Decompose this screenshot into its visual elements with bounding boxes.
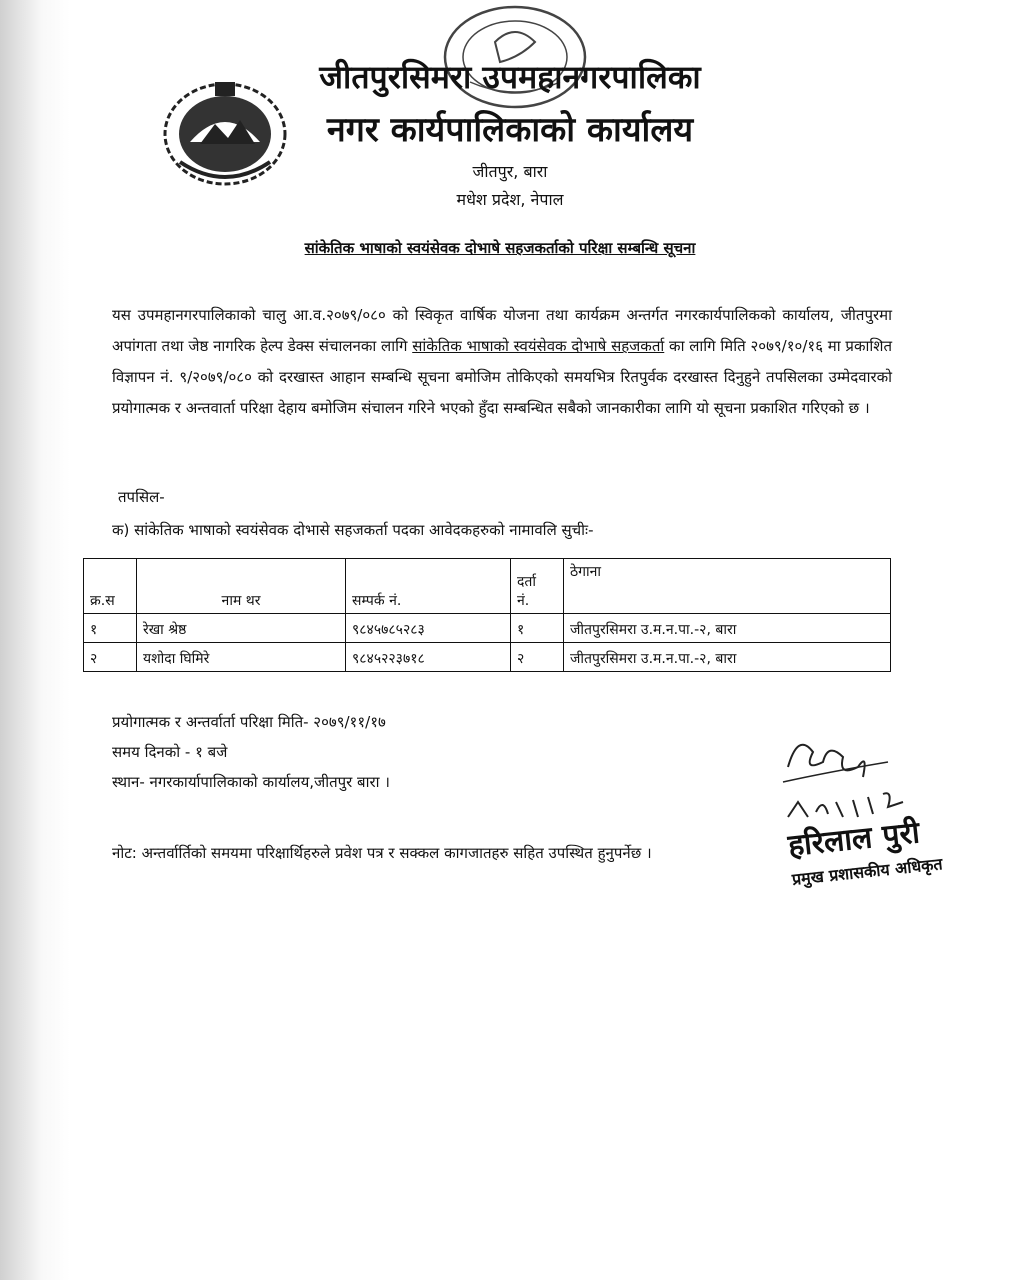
header-reg-line2: नं. (517, 593, 530, 609)
exam-time: समय दिनको - १ बजे (112, 743, 228, 761)
row-name: यशोदा घिमिरे (137, 643, 346, 672)
header-address: ठेगाना (564, 559, 891, 614)
office-province: मधेश प्रदेश, नेपाल (456, 190, 564, 209)
table-header-row (84, 559, 891, 614)
body-text-1: यस उपमहानगरपालिकाको चालु आ.व.२०७९/०८० को स्विकृत वार्षिक योजना तथा कार्यक्रम अन्तर्गत नगरकार्यपालिकको कार्यालय, जीतपुरमा अपांगता तथा जेष्ठ नागरिक हेल्प डेक्स संचालनका लागि (112, 306, 892, 355)
notice-body (112, 300, 892, 424)
row-contact: ९८४५७८५२८३ (346, 614, 511, 643)
applicant-list-title: क) सांकेतिक भाषाको स्वयंसेवक दोभासे सहजकर्ता पदका आवेदकहरुको नामावलि सुचीः- (112, 521, 594, 539)
body-underlined-post: सांकेतिक भाषाको स्वयंसेवक दोभाषे सहजकर्ता (412, 337, 665, 355)
body-text-2: का लागि मिति २०७९/१०/१६ मा प्रकाशित विज्ञापन नं. ९/२०७९/०८० को दरखास्त आहान सम्बन्धि सूचना बमोजिम तोकिएको समयभित्र रितपुर्वक दरखास्त दिनुहुने तपसिलका उम्मेदवारको प्रयोगात्मक र अन्तवार्ता परिक्षा देहाय बमोजिम संचालन गरिने भएको हुँदा सम्बन्धित सबैको जानकारीका लागि यो सूचना प्रकाशित गरिएको छ । (112, 337, 892, 417)
row-name: रेखा श्रेष्ठ (137, 614, 346, 643)
row-address: जीतपुरसिमरा उ.म.न.पा.-२, बारा (564, 643, 891, 672)
header-sn: क्र.स (84, 559, 137, 614)
row-sn: १ (84, 614, 137, 643)
scan-shadow (0, 0, 70, 1280)
header-contact: सम्पर्क नं. (346, 559, 511, 614)
office-name: नगर कार्यपालिकाको कार्यालय (326, 110, 694, 150)
applicant-table (83, 558, 891, 672)
row-sn: २ (84, 643, 137, 672)
notice-subject: सांकेतिक भाषाको स्वयंसेवक दोभाषे सहजकर्ताको परिक्षा सम्बन्धि सूचना (304, 239, 696, 257)
exam-date: प्रयोगात्मक र अन्तर्वार्ता परिक्षा मिति- २०७९/११/१७ (112, 713, 386, 731)
municipality-emblem-icon (160, 72, 290, 190)
office-city: जीतपुर, बारा (472, 162, 548, 181)
tapsil-label: तपसिल- (118, 488, 165, 506)
officer-name: हरिलाल पुरी (786, 815, 922, 864)
table-row (84, 614, 891, 643)
notice-note: नोट: अन्तर्वार्तिको समयमा परिक्षार्थिहरुले प्रवेश पत्र र सक्कल कागजातहरु सहित उपस्थित हुनुपर्नेछ । (112, 844, 652, 862)
header-reg (511, 559, 564, 614)
header-reg-line1: दर्ता (517, 574, 537, 590)
row-reg: १ (511, 614, 564, 643)
table-row (84, 643, 891, 672)
header-name: नाम थर (137, 559, 346, 614)
row-address: जीतपुरसिमरा उ.म.न.पा.-२, बारा (564, 614, 891, 643)
row-contact: ९८४५२२३७१८ (346, 643, 511, 672)
row-reg: २ (511, 643, 564, 672)
municipality-name: जीतपुरसिमरा उपमहानगरपालिका (319, 58, 701, 96)
exam-place: स्थान- नगरकार्यापालिकाको कार्यालय,जीतपुर बारा । (112, 773, 390, 791)
officer-title: प्रमुख प्रशासकीय अधिकृत (791, 854, 944, 889)
